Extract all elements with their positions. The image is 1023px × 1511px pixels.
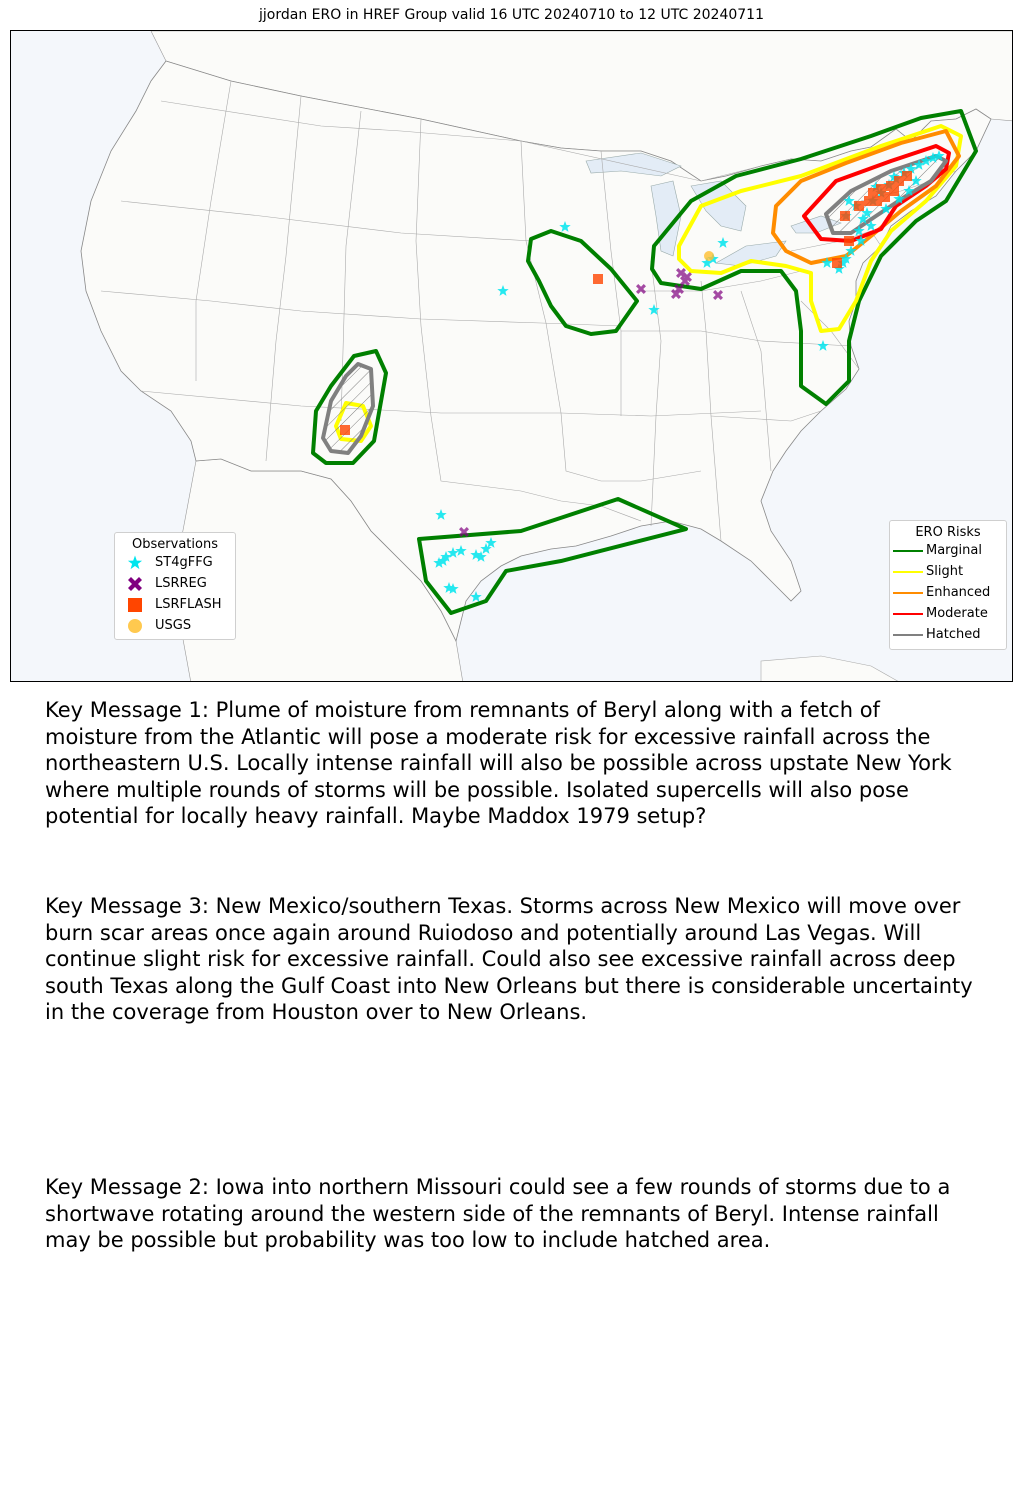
square-icon — [115, 597, 155, 613]
legend-label: Hatched — [926, 627, 981, 642]
x-cross-icon — [115, 576, 155, 592]
legend-item-hatched — [890, 624, 1006, 645]
usgs-observations — [704, 251, 714, 261]
legend-item-enhanced — [890, 582, 1006, 603]
legend-label: LSRREG — [155, 576, 207, 591]
legend-label: ST4gFFG — [155, 555, 213, 570]
lsrflash-marker — [840, 211, 850, 221]
enhanced-line-icon — [890, 592, 926, 594]
marginal-line-icon — [890, 550, 926, 552]
usgs-marker — [704, 251, 714, 261]
legend-label: USGS — [155, 618, 192, 633]
lsrflash-marker — [844, 236, 854, 246]
circle-icon — [115, 618, 155, 634]
legend-item-slight — [890, 561, 1006, 582]
legend-label: LSRFLASH — [155, 597, 222, 612]
map-frame — [10, 30, 1013, 682]
legend-label: Enhanced — [926, 585, 991, 600]
key-message-2: Key Message 2: Iowa into northern Missouri could see a few rounds of storms due to a shortwave rotating around the western side of the remnants of Beryl. Intense rainfall may be possible but probability was too low to include hatched area. — [45, 1175, 951, 1252]
ero-legend-title: ERO Risks — [915, 525, 981, 540]
lsrflash-marker — [593, 274, 603, 284]
legend-item-lsrflash — [115, 594, 235, 615]
lsrflash-marker — [832, 258, 842, 268]
lsrflash-marker — [880, 192, 890, 202]
lsrflash-marker — [889, 186, 899, 196]
map-title: jjordan ERO in HREF Group valid 16 UTC 20240710 to 12 UTC 20240711 — [259, 7, 764, 23]
star-icon — [115, 555, 155, 571]
observations-legend — [114, 532, 236, 640]
legend-item-lsrreg — [115, 573, 235, 594]
moderate-line-icon — [890, 613, 926, 615]
lsrflash-marker — [340, 425, 350, 435]
lsrflash-marker — [902, 171, 912, 181]
legend-item-st4gffg — [115, 552, 235, 573]
slight-line-icon — [890, 571, 926, 573]
legend-item-marginal — [890, 540, 1006, 561]
observations-legend-title: Observations — [132, 537, 218, 552]
legend-item-usgs — [115, 615, 235, 636]
lsrflash-marker — [854, 201, 864, 211]
hatched-line-icon — [890, 634, 926, 636]
legend-label: Moderate — [926, 606, 988, 621]
legend-label: Marginal — [926, 543, 982, 558]
key-message-1: Key Message 1: Plume of moisture from remnants of Beryl along with a fetch of moisture from the Atlantic will pose a moderate risk for excessive rainfall across the northeastern U.S. Locally intense rainfall will also be possible across upstate New York where multiple rounds of storms will be possible. Isolated supercells will also pose potential for locally heavy rainfall. Maybe Maddox 1979 setup? — [45, 698, 952, 828]
legend-label: Slight — [926, 564, 964, 579]
key-message-3: Key Message 3: New Mexico/southern Texas. Storms across New Mexico will move over burn scar areas once again around Ruiodoso and potentially around Las Vegas. Will continue slight risk for excessive rainfall. Could also see excessive rainfall across deep south Texas along the Gulf Coast into New Orleans but there is considerable uncertainty in the coverage from Houston over to New Orleans. — [45, 894, 973, 1024]
ero-risks-legend — [889, 520, 1007, 650]
legend-item-moderate — [890, 603, 1006, 624]
